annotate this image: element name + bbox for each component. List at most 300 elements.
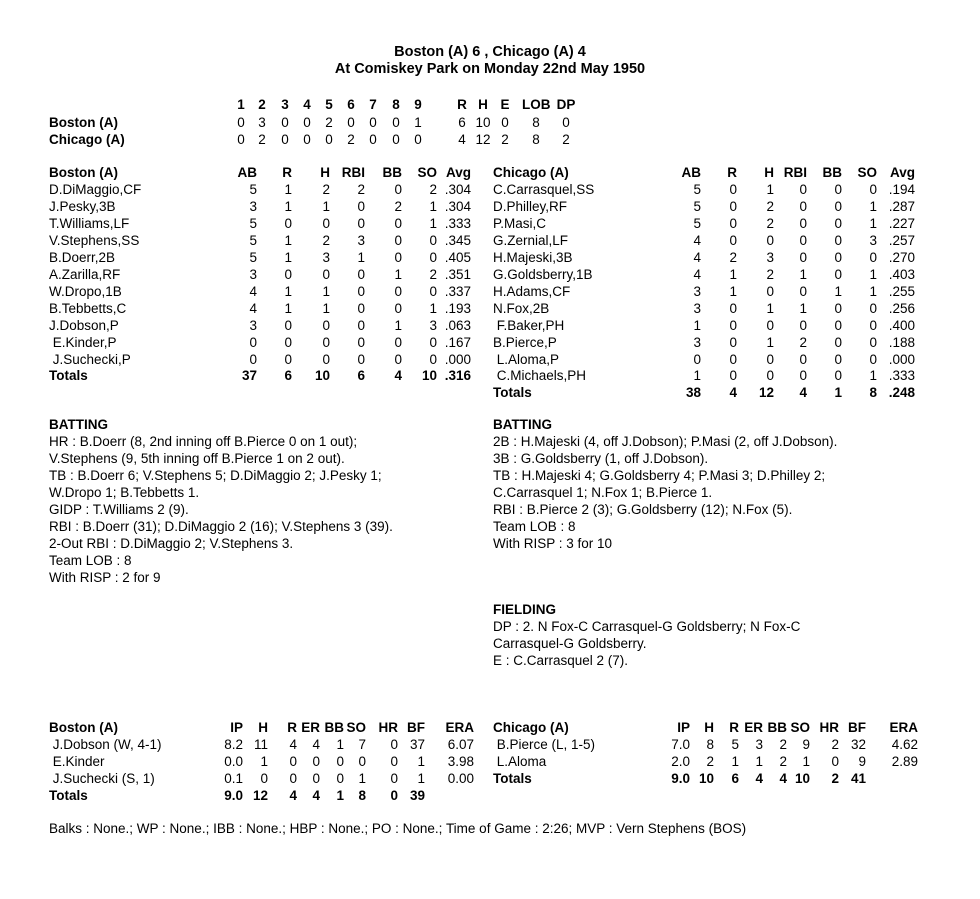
- boston-pitching-totals-label: Totals: [49, 788, 88, 803]
- chicago-batter-stat: 4: [693, 266, 701, 282]
- boston-batter-name: V.Stephens,SS: [49, 232, 140, 248]
- boston-batter-stat: 1: [357, 249, 365, 265]
- chicago-batting-col-header: RBI: [783, 165, 807, 180]
- chicago-batter-stat: 1: [766, 182, 774, 197]
- linescore-cell: 2: [347, 132, 355, 147]
- chicago-batter-stat: 0: [799, 317, 807, 333]
- chicago-batter-stat: 0: [834, 351, 842, 367]
- chicago-batter-stat: 1: [693, 368, 701, 384]
- boston-pitcher-stat: 0.00: [447, 771, 474, 786]
- chicago-batter-stat: 0: [729, 182, 737, 197]
- chicago-pitcher-stat: 9: [802, 737, 810, 752]
- boston-pitching-total: 12: [252, 788, 268, 803]
- chicago-batting-notes-line: C.Carrasquel 1; N.Fox 1; B.Pierce 1.: [493, 485, 713, 500]
- boston-batter-stat: 1: [284, 283, 292, 299]
- boston-batter-name: T.Williams,LF: [49, 215, 130, 231]
- chicago-batter-stat: 3: [693, 300, 701, 316]
- boston-batter-stat: 3: [357, 232, 365, 248]
- chicago-batter-stat: 1: [834, 283, 842, 299]
- boston-batter-name: J.Dobson,P: [49, 317, 119, 333]
- boston-batter-stat: 0: [249, 334, 257, 350]
- chicago-batter-stat: 2: [766, 266, 774, 282]
- chicago-batter-stat: 0: [766, 283, 774, 299]
- chicago-pitching-col-header: ERA: [889, 720, 918, 735]
- chicago-batter-stat: .257: [888, 232, 915, 248]
- boston-batter-stat: 0: [284, 334, 292, 350]
- chicago-batting-col-header: AB: [681, 165, 701, 180]
- boston-batter-stat: 1: [429, 198, 437, 214]
- boston-batting-total: 4: [394, 368, 402, 384]
- chicago-batter-stat: 0: [729, 198, 737, 214]
- boston-batter-stat: 0: [357, 317, 365, 333]
- boston-batter-stat: 0: [357, 283, 365, 299]
- boston-pitcher-stat: 0: [312, 754, 320, 769]
- boston-batter-name: J.Pesky,3B: [49, 198, 116, 214]
- boston-batter-stat: 0: [394, 249, 402, 265]
- boston-batter-stat: 0: [394, 215, 402, 231]
- chicago-batter-stat: 1: [869, 198, 877, 214]
- boston-batting-total: 37: [241, 368, 257, 384]
- linescore-cell: 8: [532, 115, 540, 130]
- boston-pitching-total: 8: [358, 788, 366, 803]
- boston-batting-total: 10: [314, 368, 330, 384]
- chicago-pitcher-stat: 5: [731, 737, 739, 752]
- chicago-batter-stat: 0: [834, 232, 842, 248]
- boston-batter-stat: .000: [444, 351, 471, 367]
- boston-batter-stat: 0: [357, 198, 365, 214]
- boston-batter-stat: 0: [249, 351, 257, 367]
- boston-pitcher-stat: 7: [358, 737, 366, 752]
- chicago-pitching-col-header: SO: [790, 720, 810, 735]
- chicago-batter-stat: 0: [766, 351, 774, 367]
- chicago-batter-stat: 1: [799, 300, 807, 316]
- linescore-cell: 8: [532, 132, 540, 147]
- boston-pitcher-name: E.Kinder: [49, 754, 105, 769]
- boston-batter-stat: 0: [429, 351, 437, 367]
- boston-batting-totals-label: Totals: [49, 368, 88, 384]
- chicago-batter-stat: 0: [729, 317, 737, 333]
- chicago-pitching-col-header: HR: [819, 720, 839, 735]
- linescore-col-header: 7: [369, 97, 377, 112]
- linescore-cell: 0: [303, 132, 311, 147]
- boston-batter-stat: 3: [249, 266, 257, 282]
- chicago-batter-stat: 1: [799, 266, 807, 282]
- boston-batter-stat: 1: [322, 198, 330, 214]
- chicago-batting-notes-line: RBI : B.Pierce 2 (3); G.Goldsberry (12); N.Fox (5).: [493, 502, 793, 517]
- boston-batter-stat: .304: [444, 198, 471, 214]
- chicago-batter-stat: .400: [888, 317, 915, 333]
- chicago-batter-stat: .255: [888, 283, 915, 299]
- chicago-batter-stat: 0: [869, 300, 877, 316]
- boston-pitcher-stat: 0: [336, 771, 344, 786]
- linescore-col-header: LOB: [522, 97, 551, 112]
- chicago-pitcher-stat: 2: [831, 737, 839, 752]
- boston-batter-stat: 5: [249, 249, 257, 265]
- boston-pitcher-stat: 1: [260, 754, 268, 769]
- boston-batting-notes-line: V.Stephens (9, 5th inning off B.Pierce 1 on 2 out).: [49, 451, 345, 466]
- boston-pitcher-stat: 8.2: [224, 737, 243, 752]
- chicago-batter-stat: 0: [834, 249, 842, 265]
- linescore-cell: 0: [369, 115, 377, 130]
- chicago-batter-name: F.Baker,PH: [493, 317, 565, 333]
- linescore-team-name: Chicago (A): [49, 132, 125, 147]
- linescore-cell: 0: [347, 115, 355, 130]
- boston-pitching-team-header: Boston (A): [49, 720, 118, 735]
- boston-batter-stat: 0: [429, 283, 437, 299]
- boston-batter-stat: 1: [322, 283, 330, 299]
- boston-batting-notes-line: With RISP : 2 for 9: [49, 570, 161, 585]
- boston-batter-stat: .304: [444, 182, 471, 197]
- chicago-batter-stat: 3: [693, 283, 701, 299]
- boston-batting-col-header: H: [320, 165, 330, 180]
- boston-batter-stat: .351: [444, 266, 471, 282]
- chicago-pitching-total: 6: [731, 771, 739, 786]
- boston-batter-stat: 1: [394, 266, 402, 282]
- boston-batter-stat: 1: [284, 182, 292, 197]
- chicago-batter-name: P.Masi,C: [493, 215, 547, 231]
- linescore-cell: 0: [501, 115, 509, 130]
- linescore-col-header: H: [478, 97, 488, 112]
- boston-batter-stat: 0: [322, 317, 330, 333]
- chicago-batter-stat: 1: [869, 215, 877, 231]
- boston-pitching-col-header: SO: [346, 720, 366, 735]
- chicago-batter-stat: 5: [693, 198, 701, 214]
- chicago-pitching-total: 9.0: [671, 771, 690, 786]
- boston-pitcher-stat: 0.1: [224, 771, 243, 786]
- chicago-batter-stat: 0: [766, 232, 774, 248]
- chicago-batter-stat: 0: [799, 232, 807, 248]
- boston-batter-stat: 4: [249, 300, 257, 316]
- linescore-cell: 3: [258, 115, 266, 130]
- boston-batter-stat: 0: [357, 266, 365, 282]
- boston-pitching-total: 4: [289, 788, 297, 803]
- chicago-pitcher-stat: 2.89: [891, 754, 918, 769]
- boston-batting-total: 6: [357, 368, 365, 384]
- chicago-batting-total: 12: [758, 385, 774, 401]
- boston-batter-stat: 0: [429, 334, 437, 350]
- boston-batter-stat: 0: [429, 232, 437, 248]
- boston-pitcher-stat: 0: [336, 754, 344, 769]
- boston-batter-stat: .337: [444, 283, 471, 299]
- boston-pitching-col-header: ERA: [445, 720, 474, 735]
- chicago-batter-name: C.Carrasquel,SS: [493, 182, 595, 197]
- linescore-cell: 0: [562, 115, 570, 130]
- boston-batter-stat: 0: [394, 182, 402, 197]
- linescore-col-header: 9: [414, 97, 422, 112]
- chicago-batter-stat: 2: [766, 198, 774, 214]
- linescore-cell: 10: [475, 115, 491, 130]
- boston-batter-stat: 0: [429, 249, 437, 265]
- linescore-cell: 2: [258, 132, 266, 147]
- boston-pitcher-stat: 11: [253, 737, 268, 752]
- boston-pitching-col-header: H: [258, 720, 268, 735]
- boston-batter-stat: 0: [284, 266, 292, 282]
- chicago-batting-total: .248: [888, 385, 915, 401]
- linescore-cell: 12: [475, 132, 491, 147]
- chicago-batter-stat: 0: [766, 317, 774, 333]
- chicago-pitcher-stat: 2: [779, 737, 787, 752]
- chicago-pitching-totals-label: Totals: [493, 771, 532, 786]
- chicago-pitching-total: 4: [779, 771, 787, 786]
- boston-batter-stat: 1: [394, 317, 402, 333]
- chicago-pitching-col-header: R: [729, 720, 739, 735]
- chicago-batting-total: 8: [869, 385, 877, 401]
- boston-batting-notes-line: TB : B.Doerr 6; V.Stephens 5; D.DiMaggio 2; J.Pesky 1;: [49, 468, 382, 483]
- chicago-batter-stat: 0: [799, 215, 807, 231]
- chicago-batter-name: B.Pierce,P: [493, 334, 557, 350]
- boston-batter-stat: 3: [249, 198, 257, 214]
- chicago-pitcher-stat: 1: [755, 754, 763, 769]
- linescore-col-header: R: [457, 97, 467, 112]
- chicago-pitching-col-header: IP: [677, 720, 690, 735]
- boston-pitcher-stat: 0: [260, 771, 268, 786]
- boston-batting-col-header: SO: [417, 165, 437, 180]
- chicago-batter-name: C.Michaels,PH: [493, 368, 587, 384]
- boston-pitcher-stat: 1: [417, 754, 425, 769]
- chicago-batter-stat: 0: [799, 182, 807, 197]
- chicago-batter-stat: 0: [799, 283, 807, 299]
- chicago-batter-stat: .403: [888, 266, 915, 282]
- boston-batting-total: 6: [284, 368, 292, 384]
- chicago-batter-stat: 0: [834, 368, 842, 384]
- linescore-team-name: Boston (A): [49, 115, 118, 130]
- boston-batting-total: 10: [421, 368, 437, 384]
- boston-pitcher-stat: 0: [358, 754, 366, 769]
- linescore-cell: 0: [325, 132, 333, 147]
- boston-batting-team-header: Boston (A): [49, 165, 118, 180]
- boston-batter-stat: 3: [322, 249, 330, 265]
- boston-pitching-col-header: R: [287, 720, 297, 735]
- boston-batter-name: B.Tebbetts,C: [49, 300, 127, 316]
- linescore-cell: 1: [414, 115, 422, 130]
- chicago-batting-total: 4: [799, 385, 807, 401]
- linescore-cell: 2: [501, 132, 509, 147]
- boston-pitcher-name: J.Dobson (W, 4-1): [49, 737, 162, 752]
- chicago-pitcher-stat: 4.62: [891, 737, 918, 752]
- boston-batting-col-header: BB: [382, 165, 402, 180]
- chicago-pitcher-stat: 2: [706, 754, 714, 769]
- boston-batter-stat: 1: [284, 249, 292, 265]
- chicago-batter-stat: 0: [834, 198, 842, 214]
- chicago-batter-name: G.Zernial,LF: [493, 232, 569, 248]
- chicago-batter-stat: .194: [888, 182, 915, 197]
- boston-pitcher-stat: 0: [390, 737, 398, 752]
- chicago-pitcher-stat: 2.0: [671, 754, 690, 769]
- chicago-pitching-col-header: ER: [744, 720, 763, 735]
- chicago-batter-name: D.Philley,RF: [493, 198, 568, 214]
- boston-pitcher-stat: 0.0: [224, 754, 243, 769]
- boston-pitcher-stat: 3.98: [447, 754, 474, 769]
- chicago-fielding-notes-heading: FIELDING: [493, 602, 556, 617]
- chicago-batter-stat: 1: [729, 266, 737, 282]
- linescore-col-header: E: [500, 97, 510, 112]
- linescore-cell: 0: [281, 115, 289, 130]
- boston-batter-stat: 1: [429, 300, 437, 316]
- boston-batter-stat: 0: [394, 334, 402, 350]
- boston-batting-col-header: R: [282, 165, 292, 180]
- chicago-batter-stat: 1: [869, 368, 877, 384]
- chicago-batter-stat: 0: [834, 182, 842, 197]
- chicago-batting-col-header: H: [764, 165, 774, 180]
- chicago-batter-stat: 5: [693, 182, 701, 197]
- chicago-batting-notes-line: TB : H.Majeski 4; G.Goldsberry 4; P.Masi 3; D.Philley 2;: [493, 468, 826, 483]
- chicago-batter-stat: .256: [888, 300, 915, 316]
- boston-batter-stat: 2: [322, 182, 330, 197]
- chicago-batting-notes-line: 3B : G.Goldsberry (1, off J.Dobson).: [493, 451, 709, 466]
- boston-batter-name: W.Dropo,1B: [49, 283, 122, 299]
- boston-batter-stat: 2: [322, 232, 330, 248]
- chicago-batting-notes-line: Team LOB : 8: [493, 519, 576, 534]
- boston-batter-stat: 0: [322, 215, 330, 231]
- boston-batting-notes-heading: BATTING: [49, 417, 108, 432]
- boston-batter-stat: .333: [444, 215, 471, 231]
- chicago-batting-notes-line: With RISP : 3 for 10: [493, 536, 613, 551]
- chicago-batter-stat: 0: [834, 317, 842, 333]
- chicago-batter-stat: 2: [766, 215, 774, 231]
- linescore-col-header: DP: [556, 97, 576, 112]
- chicago-batting-team-header: Chicago (A): [493, 165, 569, 180]
- boston-pitching-total: 1: [336, 788, 344, 803]
- chicago-batter-stat: 0: [869, 317, 877, 333]
- boston-batter-stat: .063: [444, 317, 471, 333]
- linescore-cell: 0: [414, 132, 422, 147]
- boston-batter-stat: 1: [322, 300, 330, 316]
- boston-batting-notes-line: GIDP : T.Williams 2 (9).: [49, 502, 189, 517]
- boston-batter-stat: 1: [284, 232, 292, 248]
- chicago-pitcher-stat: 0: [831, 754, 839, 769]
- boston-batter-stat: 0: [284, 351, 292, 367]
- boston-batting-notes-line: W.Dropo 1; B.Tebbetts 1.: [49, 485, 200, 500]
- boston-batting-notes-line: HR : B.Doerr (8, 2nd inning off B.Pierce 0 on 1 out);: [49, 434, 358, 449]
- boston-batter-stat: 5: [249, 232, 257, 248]
- boston-pitching-total: 39: [409, 788, 425, 803]
- chicago-batter-name: N.Fox,2B: [493, 300, 550, 316]
- boston-batting-total: .316: [444, 368, 471, 384]
- chicago-batter-stat: .000: [888, 351, 915, 367]
- boston-batting-col-header: RBI: [341, 165, 365, 180]
- linescore-cell: 2: [325, 115, 333, 130]
- chicago-pitcher-stat: 32: [850, 737, 866, 752]
- chicago-batting-total: 1: [834, 385, 842, 401]
- boston-pitching-col-header: HR: [378, 720, 398, 735]
- chicago-batting-col-header: Avg: [889, 165, 915, 180]
- chicago-pitching-total: 41: [850, 771, 866, 786]
- boston-batting-col-header: Avg: [445, 165, 471, 180]
- boston-batter-stat: 0: [394, 351, 402, 367]
- chicago-batting-col-header: BB: [822, 165, 842, 180]
- chicago-pitching-col-header: BB: [767, 720, 787, 735]
- chicago-batter-stat: 0: [729, 215, 737, 231]
- chicago-batter-stat: .333: [888, 368, 915, 384]
- chicago-batter-stat: 2: [729, 249, 737, 265]
- boston-pitcher-stat: 0: [390, 771, 398, 786]
- boston-batter-stat: .405: [444, 249, 471, 265]
- boston-pitcher-stat: 4: [289, 737, 297, 752]
- boston-batter-stat: 0: [284, 215, 292, 231]
- boston-batter-stat: 0: [357, 300, 365, 316]
- linescore-cell: 0: [237, 132, 245, 147]
- boston-batter-stat: 0: [322, 266, 330, 282]
- boston-batter-stat: 2: [429, 182, 437, 197]
- chicago-pitching-col-header: H: [704, 720, 714, 735]
- boston-batter-stat: 2: [429, 266, 437, 282]
- chicago-batter-stat: 4: [693, 249, 701, 265]
- chicago-batter-stat: 0: [729, 300, 737, 316]
- chicago-batter-stat: 3: [766, 249, 774, 265]
- linescore-cell: 0: [369, 132, 377, 147]
- footer-notes: Balks : None.; WP : None.; IBB : None.; HBP : None.; PO : None.; Time of Game : 2:26; MVP : Vern Stephens (BOS): [49, 821, 747, 836]
- linescore-cell: 0: [303, 115, 311, 130]
- chicago-batting-col-header: SO: [857, 165, 877, 180]
- chicago-pitcher-stat: 1: [802, 754, 810, 769]
- boston-batter-stat: 4: [249, 283, 257, 299]
- boston-batter-stat: 5: [249, 215, 257, 231]
- boston-batter-stat: 1: [284, 300, 292, 316]
- linescore-col-header: 1: [237, 97, 245, 112]
- chicago-batter-stat: 1: [869, 283, 877, 299]
- boston-pitcher-stat: 0: [289, 754, 297, 769]
- chicago-pitching-team-header: Chicago (A): [493, 720, 569, 735]
- chicago-pitching-total: 10: [794, 771, 810, 786]
- chicago-batter-stat: 0: [834, 300, 842, 316]
- boston-pitcher-name: J.Suchecki (S, 1): [49, 771, 155, 786]
- chicago-pitcher-stat: 9: [858, 754, 866, 769]
- chicago-batter-stat: 0: [799, 351, 807, 367]
- chicago-batter-stat: 0: [729, 368, 737, 384]
- boston-batter-stat: 0: [357, 351, 365, 367]
- chicago-fielding-notes-line: Carrasquel-G Goldsberry.: [493, 636, 647, 651]
- boston-batter-name: A.Zarilla,RF: [49, 266, 121, 282]
- chicago-pitching-total: 10: [698, 771, 714, 786]
- chicago-batter-name: H.Adams,CF: [493, 283, 571, 299]
- chicago-batter-stat: 3: [869, 232, 877, 248]
- boston-batting-col-header: AB: [237, 165, 257, 180]
- boston-batter-name: D.DiMaggio,CF: [49, 182, 142, 197]
- boston-batter-stat: 0: [394, 283, 402, 299]
- chicago-batter-name: H.Majeski,3B: [493, 249, 573, 265]
- chicago-pitching-col-header: BF: [848, 720, 866, 735]
- chicago-batter-stat: 0: [729, 232, 737, 248]
- chicago-batter-stat: 0: [799, 249, 807, 265]
- boston-batter-name: E.Kinder,P: [49, 334, 117, 350]
- chicago-batter-stat: 3: [693, 334, 701, 350]
- boston-batter-stat: 0: [284, 317, 292, 333]
- chicago-batter-stat: .188: [888, 334, 915, 350]
- chicago-batter-stat: 2: [799, 334, 807, 350]
- chicago-batting-totals-label: Totals: [493, 385, 532, 401]
- boston-batter-stat: 1: [429, 215, 437, 231]
- chicago-batter-stat: 0: [729, 334, 737, 350]
- game-subtitle: At Comiskey Park on Monday 22nd May 1950: [334, 61, 646, 77]
- linescore-cell: 6: [458, 115, 466, 130]
- chicago-batting-total: 38: [685, 385, 701, 401]
- boston-pitcher-stat: 1: [417, 771, 425, 786]
- chicago-batter-stat: 0: [834, 215, 842, 231]
- linescore-cell: 0: [281, 132, 289, 147]
- chicago-fielding-notes-line: DP : 2. N Fox-C Carrasquel-G Goldsberry; N Fox-C: [493, 619, 801, 634]
- chicago-batter-stat: .270: [888, 249, 915, 265]
- chicago-batter-stat: 4: [693, 232, 701, 248]
- chicago-batter-stat: 5: [693, 215, 701, 231]
- boston-batter-name: B.Doerr,2B: [49, 249, 116, 265]
- chicago-batting-col-header: R: [727, 165, 737, 180]
- linescore-cell: 0: [392, 115, 400, 130]
- boston-pitcher-stat: 4: [312, 737, 320, 752]
- linescore-cell: 2: [562, 132, 570, 147]
- chicago-batter-stat: 1: [693, 317, 701, 333]
- boston-batter-stat: .345: [444, 232, 471, 248]
- chicago-batter-stat: 0: [869, 334, 877, 350]
